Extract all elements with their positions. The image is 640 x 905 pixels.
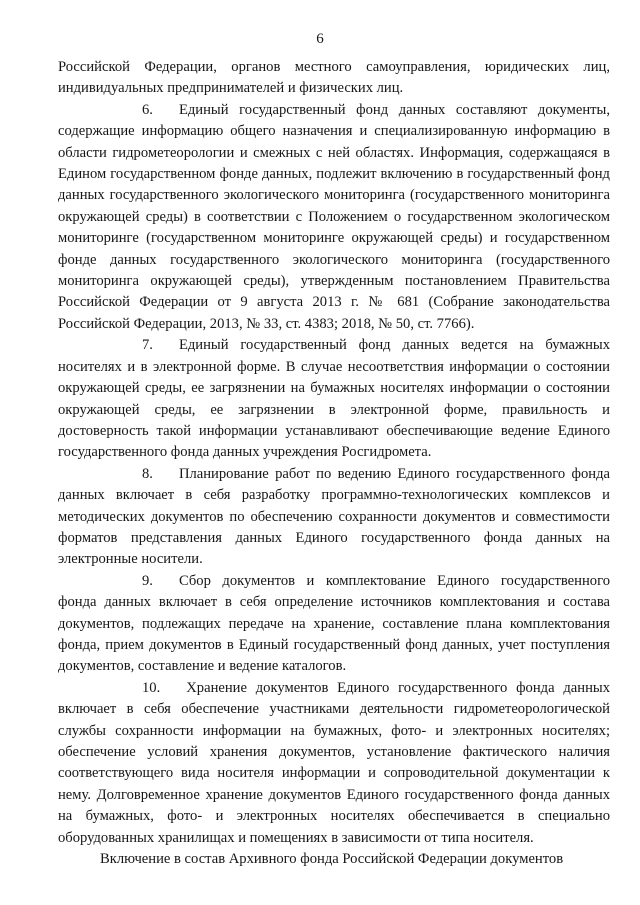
paragraph-number: 6. bbox=[142, 101, 153, 118]
paragraph-number: 9. bbox=[142, 572, 153, 589]
paragraph-text: Единый государственный фонд данных составляют документы, содержащие информацию общего назначения и специализированную информацию в области гидрометеорологии и смежных с ней областях. Информация, содержащаяся в Едином государственном фонде данных, подлежит включению в государственный фонд данных государственного экологического мониторинга (государственного мониторинга окружающей среды) в соответствии с Положением о государственном экологическом мониторинге (государственном мониторинге окружающей среды) и государственном фонде данных государственного экологического мониторинга (государственного мониторинга окружающей среды), утвержденным постановлением Правительства Российской Федерации от 9 августа 2013 г. № 681 (Собрание законодательства Российской Федерации, 2013, № 33, ст. 4383; 2018, № 50, ст. 7766). bbox=[58, 101, 610, 332]
paragraph-text: Включение в состав Архивного фонда Российской Федерации документов bbox=[100, 851, 564, 868]
paragraph-text: Хранение документов Единого государственного фонда данных включает в себя обеспечение участниками деятельности гидрометеорологической службы сохранности информации на бумажных, фото- и электронных носителях; обеспечение условий хранения документов, установление фактического наличия соответствующего вида носителя информации и сопроводительной документации к нему. Долговременное хранение документов Единого государственного фонда данных на бумажных, фото- и электронных носителях обеспечивается в специально оборудованных хранилищах и помещениях в зависимости от типа носителя. bbox=[58, 679, 610, 846]
page-number: 6 bbox=[316, 31, 324, 47]
paragraph-archive-inclusion bbox=[58, 849, 610, 870]
paragraph-number: 10. bbox=[142, 679, 161, 696]
paragraph-text: Сбор документов и комплектование Единого государственного фонда данных включает в себя определение источников комплектования и состава документов, подлежащих передаче на хранение, составление плана комплектования фонда, прием документов в Единый государственный фонд данных, учет поступления документов, составление и ведение каталогов. bbox=[58, 572, 610, 675]
paragraph-7 bbox=[58, 335, 610, 463]
paragraph-number: 7. bbox=[142, 337, 153, 354]
document-body bbox=[58, 57, 610, 870]
paragraph-10 bbox=[58, 678, 610, 849]
paragraph-9 bbox=[58, 571, 610, 678]
paragraph-text: Российской Федерации, органов местного самоуправления, юридических лиц, индивидуальных предпринимателей и физических лиц. bbox=[58, 59, 610, 97]
paragraph-8 bbox=[58, 464, 610, 571]
paragraph-text: Единый государственный фонд данных ведется на бумажных носителях и в электронной форме. В случае несоответствия информации о состоянии окружающей среды, ее загрязнении на бумажных носителях информации о состоянии окружающей среды, ее загрязнении в электронной форме, правильность и достоверность такой информации устанавливают обеспечивающие ведение Единого государственного фонда данных учреждения Росгидромета. bbox=[58, 337, 610, 461]
paragraph-6 bbox=[58, 100, 610, 335]
paragraph-continuation bbox=[58, 57, 610, 100]
paragraph-text: Планирование работ по ведению Единого государственного фонда данных включает в себя разработку программно-технологических комплексов и методических документов по обеспечению сохранности документов и совместимости форматов представления данных Единого государственного фонда данных на электронные носители. bbox=[58, 465, 610, 568]
paragraph-number: 8. bbox=[142, 465, 153, 482]
